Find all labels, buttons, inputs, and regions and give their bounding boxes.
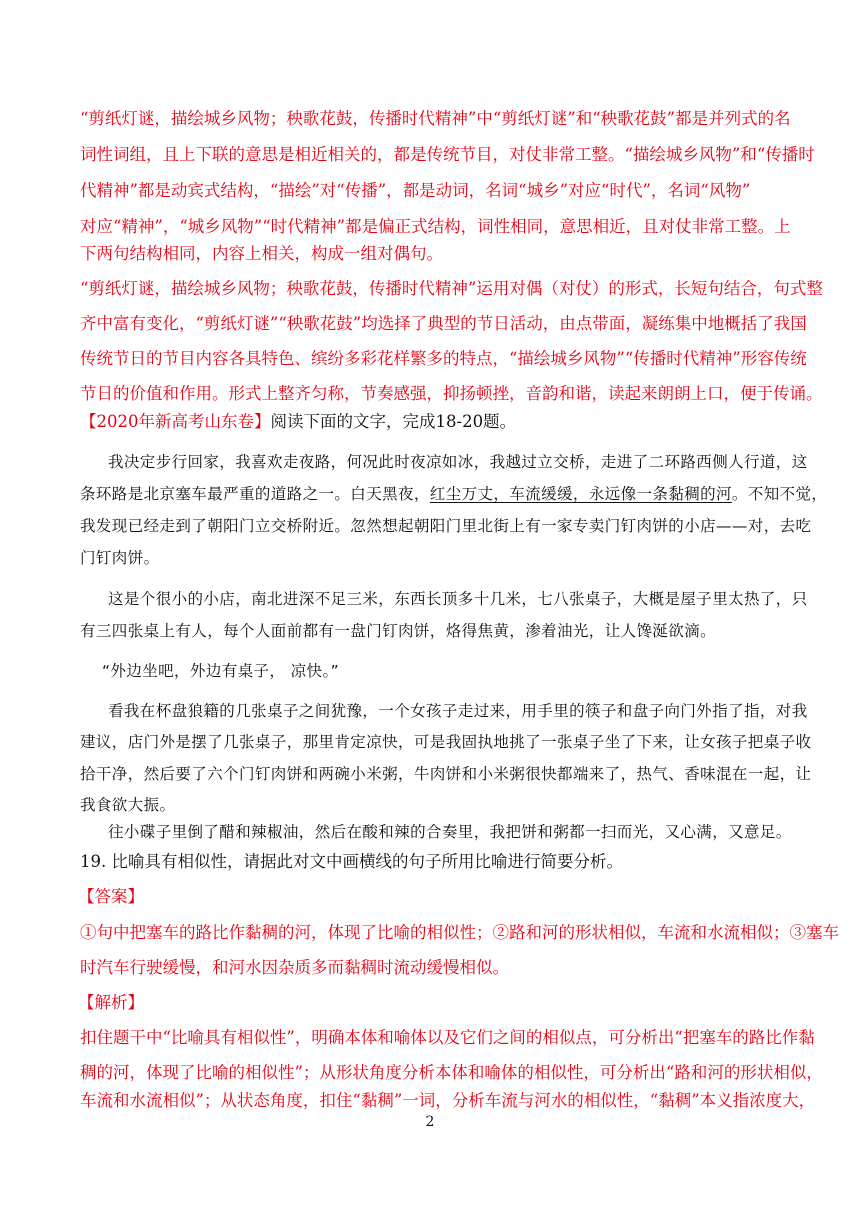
passage-text: 条环路是北京塞车最严重的道路之一。白天黑夜， — [80, 485, 430, 503]
analysis-label: 【解析】 — [78, 993, 144, 1012]
analysis-line: 稠的河，体现了比喻的相似性”；从形状角度分析本体和喻体的相似性，可分析出“路和河的形状相似， — [80, 1063, 823, 1082]
underlined-sentence: 红尘万丈，车流缓缓，永远像一条黏稠的河 — [429, 485, 732, 503]
analysis-line: 车流和水流相似”；从状态角度，扣住“黏稠”一词，分析车流与河水的相似性，“黏稠”本义指浓度大， — [80, 1091, 816, 1110]
analysis-line: 对应“精神”，“城乡风物”“时代精神”都是偏正式结构，词性相同，意思相近，且对仗非常工整。上 — [80, 217, 791, 236]
passage-line: 这是个很小的小店，南北进深不足三米，东西长顶多十几米，七八张桌子，大概是屋子里太热了，只 — [108, 590, 808, 608]
analysis-line: 传统节日的节目内容各具特色、缤纷多彩花样繁多的特点，“描绘城乡风物”“传播时代精神”形容传统 — [80, 349, 807, 368]
answer-line: ①句中把塞车的路比作黏稠的河，体现了比喻的相似性；②路和河的形状相似，车流和水流相似；③塞车 — [80, 923, 839, 942]
passage-line: 我决定步行回家，我喜欢走夜路，何况此时夜凉如冰，我越过立交桥，走进了二环路西侧人行道，这 — [108, 453, 808, 471]
passage-line: 看我在杯盘狼籍的几张桌子之间犹豫，一个女孩子走过来，用手里的筷子和盘子向门外指了指，对我 — [108, 702, 808, 720]
analysis-line: 齐中富有变化，“剪纸灯谜”“秧歌花鼓”均选择了典型的节日活动，由点带面，凝练集中地概括了我国 — [80, 314, 807, 333]
passage-line: 有三四张桌上有人，每个人面前都有一盘门钉肉饼，烙得焦黄，渗着油光，让人馋涎欲滴。 — [80, 622, 717, 640]
passage-line: 门钉肉饼。 — [80, 549, 160, 567]
page-number: 2 — [425, 1114, 435, 1130]
source-instruction: 阅读下面的文字，完成18-20题。 — [270, 412, 517, 431]
analysis-line: 扣住题干中“比喻具有相似性”，明确本体和喻体以及它们之间的相似点，可分析出“把塞车的路比作黏 — [80, 1028, 815, 1047]
passage-line: 我发现已经走到了朝阳门立交桥附近。忽然想起朝阳门里北街上有一家专卖门钉肉饼的小店——对，去吃 — [80, 517, 812, 535]
source-line — [80, 412, 516, 432]
analysis-line: 代精神”都是动宾式结构，“描绘”对“传播”，都是动词，名词“城乡”对应“时代”，名词“风物” — [80, 181, 751, 200]
passage-line: 我食欲大振。 — [80, 796, 176, 814]
answer-line: 时汽车行驶缓慢，和河水因杂质多而黏稠时流动缓慢相似。 — [80, 958, 509, 977]
answer-label: 【答案】 — [78, 887, 144, 906]
passage-line: “外边坐吧，外边有桌子， 凉快。” — [102, 662, 340, 680]
analysis-line: “剪纸灯谜，描绘城乡风物；秧歌花鼓，传播时代精神”运用对偶（对仗）的形式，长短句结合，句式整 — [80, 279, 823, 298]
passage-line: 往小碟子里倒了醋和辣椒油，然后在酸和辣的合奏里，我把饼和粥都一扫而光，又心满，又意足。 — [108, 823, 792, 841]
passage-line: 建议，店门外是摆了几张桌子，那里肯定凉快，可是我固执地挑了一张桌子坐了下来，让女孩子把桌子收 — [80, 733, 812, 751]
passage-line: 拾干净，然后要了六个门钉肉饼和两碗小米粥，牛肉饼和小米粥很快都端来了，热气、香味混在一起，让 — [80, 765, 812, 783]
analysis-line: “剪纸灯谜，描绘城乡风物；秧歌花鼓，传播时代精神”中“剪纸灯谜”和“秧歌花鼓”都是并列式的名 — [80, 109, 791, 128]
analysis-line: 词性词组，且上下联的意思是相近相关的，都是传统节目，对仗非常工整。“描绘城乡风物”和“传播时 — [80, 145, 815, 164]
analysis-line: 节日的价值和作用。形式上整齐匀称，节奏感强，抑扬顿挫，音韵和谐，读起来朗朗上口，便于传诵。 — [80, 384, 823, 403]
passage-text: 。不知不觉， — [731, 485, 828, 503]
analysis-line: 下两句结构相同，内容上相关，构成一组对偶句。 — [80, 244, 443, 263]
passage-line — [80, 484, 827, 504]
question-line: 19. 比喻具有相似性，请据此对文中画横线的句子所用比喻进行简要分析。 — [80, 852, 623, 871]
source-tag: 【2020年新高考山东卷】 — [80, 412, 271, 431]
